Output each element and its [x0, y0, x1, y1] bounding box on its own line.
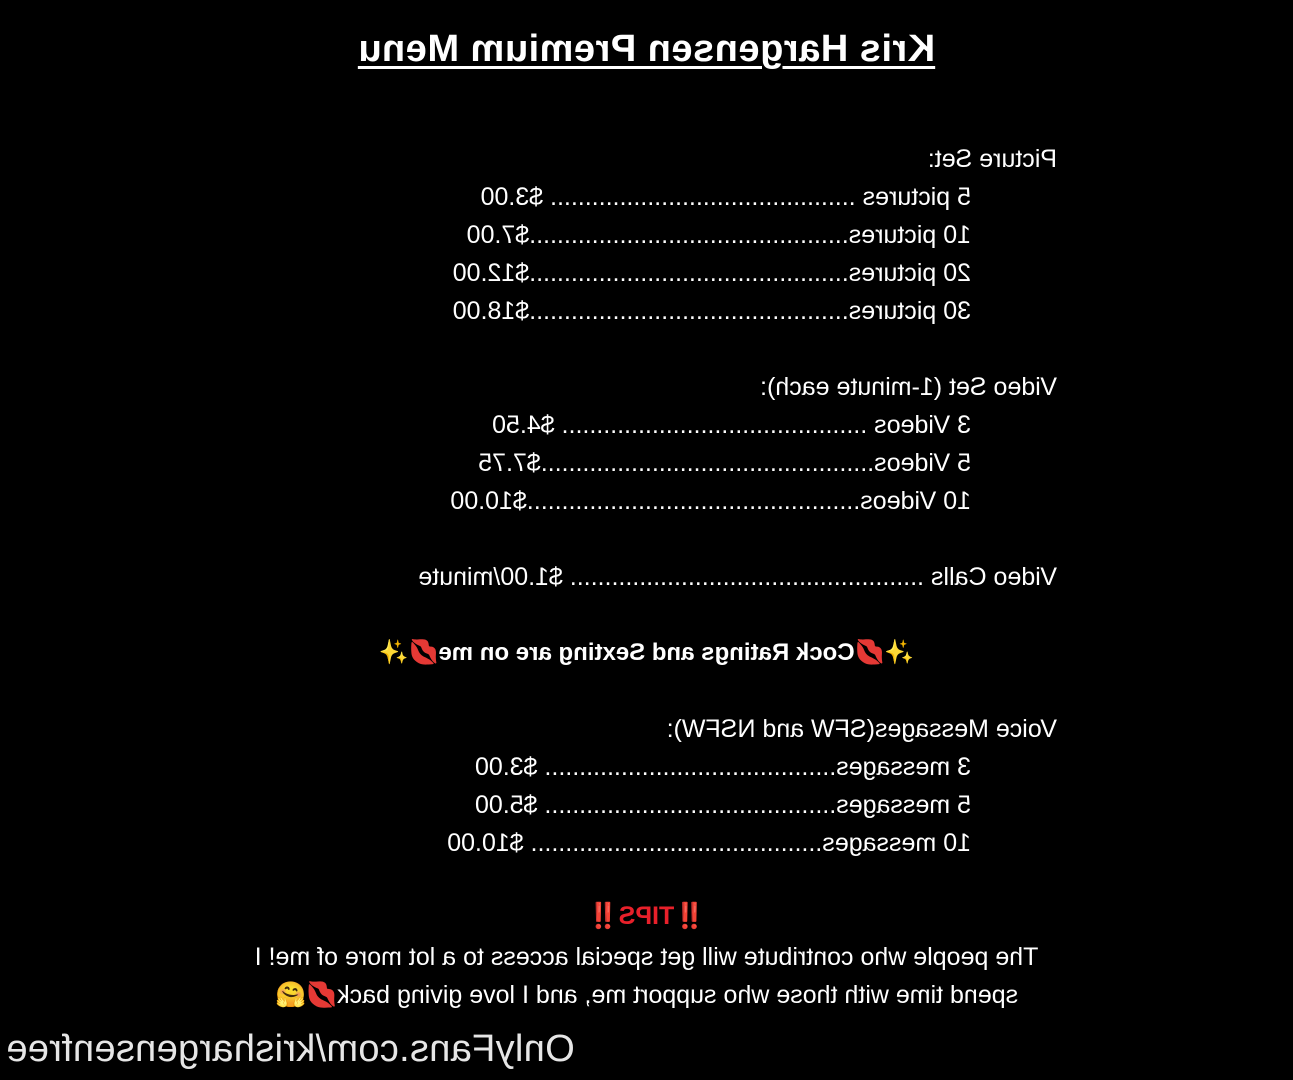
video-calls-line: Video Calls ................................................... $1.00/minute [418, 563, 1057, 591]
voice-messages-item: 3 messages.......................................... $3.00 [474, 753, 971, 781]
picture-set-item: 20 pictures..............................................$12.00 [452, 259, 971, 287]
onlyfans-watermark: OnlyFans.com/krishargensenfree [6, 1028, 575, 1070]
voice-messages-item: 5 messages.......................................... $5.00 [474, 791, 971, 819]
picture-set-item: 5 pictures ............................................ $3.00 [480, 183, 971, 211]
tips-text-line: The people who contribute will get special access to a lot more of me! I [254, 943, 1039, 971]
voice-messages-heading: Voice Messages(SFW and NSFW): [666, 715, 1057, 743]
video-set-heading: Video Set (1-minute each): [760, 373, 1057, 401]
video-set-item: 10 Videos................................................$10.00 [450, 487, 971, 515]
promo-line: ✨💋Cock Ratings and Sexting are on me💋✨ [378, 639, 915, 666]
picture-set-item: 10 pictures..............................................$7.00 [466, 221, 971, 249]
video-set-item: 5 Videos................................................$7.75 [478, 449, 971, 477]
picture-set-heading: Picture Set: [927, 145, 1057, 173]
video-set-item: 3 Videos ............................................ $4.50 [492, 411, 971, 439]
voice-messages-item: 10 messages.......................................... $10.00 [447, 829, 971, 857]
tips-text-line: spend time with those who support me, and I love giving back💋🤗 [274, 981, 1019, 1009]
picture-set-item: 30 pictures..............................................$18.00 [452, 297, 971, 325]
menu-title: Kris Hargensen Premium Menu [357, 28, 936, 70]
tips-heading: ‼️TIPS‼️ [587, 902, 706, 930]
